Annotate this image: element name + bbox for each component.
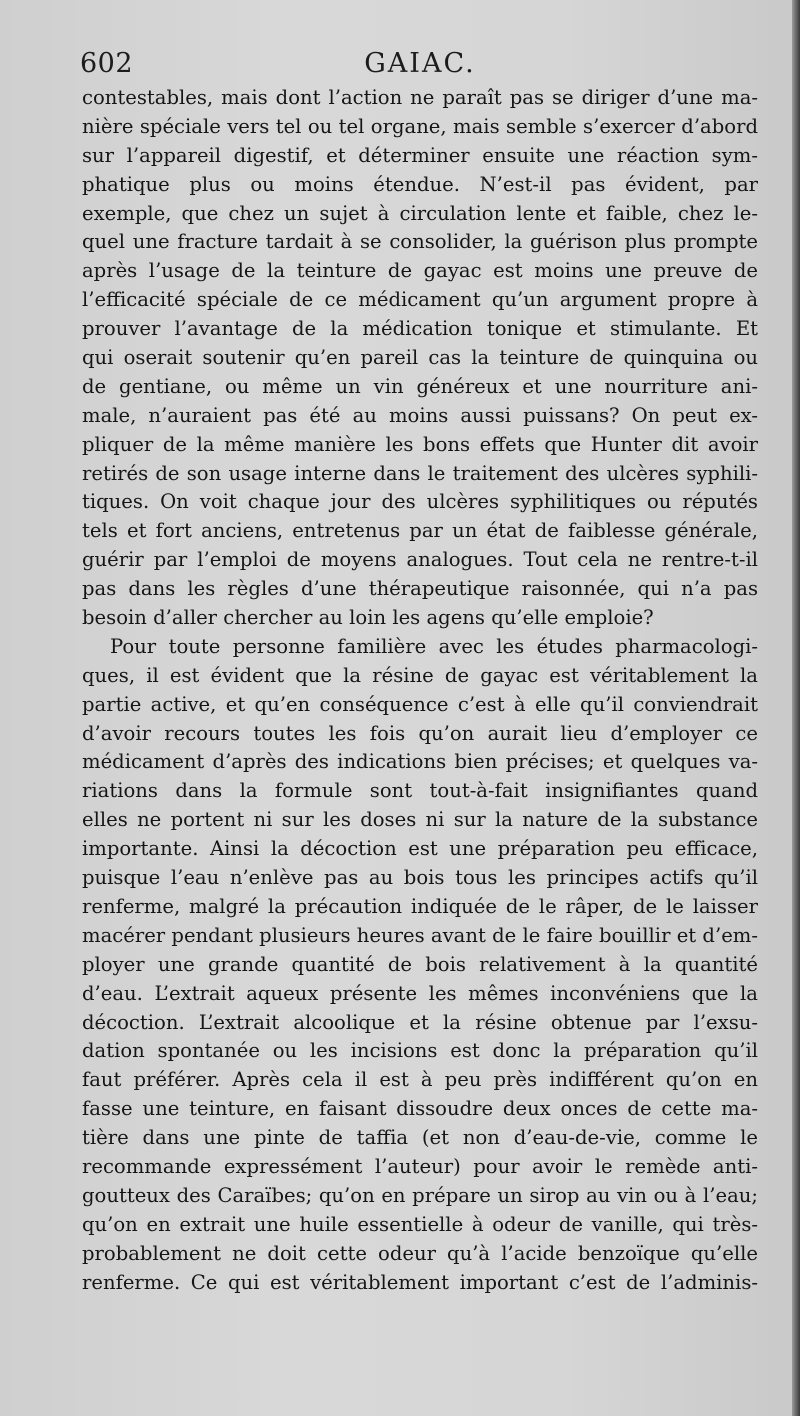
page-number: 602 bbox=[80, 48, 134, 79]
running-head: GAIAC. bbox=[364, 48, 476, 79]
text-line: tels et fort anciens, entretenus par un état de faiblesse générale, bbox=[82, 519, 758, 543]
text-line: médicament d’après des indications bien précises; et quelques va- bbox=[82, 750, 758, 774]
text-line: tiques. On voit chaque jour des ulcères syphilitiques ou réputés bbox=[82, 490, 758, 514]
text-line: importante. Ainsi la décoction est une préparation peu efficace, bbox=[82, 837, 758, 861]
body-text bbox=[82, 84, 758, 1297]
text-line: qui oserait soutenir qu’en pareil cas la teinture de quinquina ou bbox=[82, 346, 758, 370]
text-line: renferme, malgré la précaution indiquée de le râper, de le laisser bbox=[82, 894, 758, 918]
text-line: besoin d’aller chercher au loin les agens qu’elle emploie? bbox=[82, 606, 654, 630]
text-line: d’eau. L’extrait aqueux présente les mêmes inconvéniens que la bbox=[82, 981, 758, 1005]
text-line: tière dans une pinte de taffia (et non d’eau-de-vie, comme le bbox=[82, 1126, 758, 1150]
text-line: prouver l’avantage de la médication tonique et stimulante. Et bbox=[82, 317, 758, 341]
text-line: retirés de son usage interne dans le traitement des ulcères syphili- bbox=[82, 461, 758, 485]
text-line: quel une fracture tardait à se consolider, la guérison plus prompte bbox=[82, 230, 758, 254]
text-line: elles ne portent ni sur les doses ni sur la nature de la substance bbox=[82, 808, 758, 832]
text-line: faut préférer. Après cela il est à peu près indifférent qu’on en bbox=[82, 1068, 758, 1092]
text-line: d’avoir recours toutes les fois qu’on aurait lieu d’employer ce bbox=[82, 721, 758, 745]
text-line: partie active, et qu’en conséquence c’est à elle qu’il conviendrait bbox=[82, 692, 758, 716]
text-line: décoction. L’extrait alcoolique et la résine obtenue par l’exsu- bbox=[82, 1010, 758, 1034]
text-line: ployer une grande quantité de bois relativement à la quantité bbox=[82, 952, 758, 976]
text-line: male, n’auraient pas été au moins aussi puissans? On peut ex- bbox=[82, 403, 758, 427]
text-line: après l’usage de la teinture de gayac est moins une preuve de bbox=[82, 259, 758, 283]
text-line: dation spontanée ou les incisions est donc la préparation qu’il bbox=[82, 1039, 758, 1063]
text-line: puisque l’eau n’enlève pas au bois tous les principes actifs qu’il bbox=[82, 866, 758, 890]
text-line: phatique plus ou moins étendue. N’est-il pas évident, par bbox=[82, 172, 758, 196]
page-header bbox=[80, 48, 760, 84]
text-line: ques, il est évident que la résine de gayac est véritablement la bbox=[82, 663, 758, 687]
text-line: qu’on en extrait une huile essentielle à odeur de vanille, qui très- bbox=[82, 1212, 758, 1236]
text-line: fasse une teinture, en faisant dissoudre deux onces de cette ma- bbox=[82, 1097, 758, 1121]
text-line: contestables, mais dont l’action ne paraît pas se diriger d’une ma- bbox=[82, 86, 758, 109]
text-line: exemple, que chez un sujet à circulation lente et faible, chez le- bbox=[82, 201, 758, 225]
text-line: renferme. Ce qui est véritablement important c’est de l’adminis- bbox=[82, 1270, 758, 1294]
text-line: sur l’appareil digestif, et déterminer ensuite une réaction sym- bbox=[82, 143, 758, 167]
text-line: pas dans les règles d’une thérapeutique raisonnée, qui n’a pas bbox=[82, 577, 758, 601]
text-line: macérer pendant plusieurs heures avant de le faire bouillir et d’em- bbox=[82, 923, 758, 947]
text-line: guérir par l’emploi de moyens analogues. Tout cela ne rentre-t-il bbox=[82, 548, 758, 572]
text-line: goutteux des Caraïbes; qu’on en prépare un sirop au vin ou à l’eau; bbox=[82, 1183, 758, 1207]
text-line: recommande expressément l’auteur) pour avoir le remède anti- bbox=[82, 1154, 758, 1178]
text-line: pliquer de la même manière les bons effets que Hunter dit avoir bbox=[82, 432, 758, 456]
text-line: Pour toute personne familière avec les études pharmacologi- bbox=[110, 634, 758, 658]
text-line: l’efficacité spéciale de ce médicament qu’un argument propre à bbox=[82, 288, 758, 312]
text-line: nière spéciale vers tel ou tel organe, mais semble s’exercer d’abord bbox=[82, 114, 758, 138]
text-line: riations dans la formule sont tout-à-fait insignifiantes quand bbox=[82, 779, 758, 803]
text-line: probablement ne doit cette odeur qu’à l’acide benzoïque qu’elle bbox=[82, 1241, 758, 1265]
text-line: de gentiane, ou même un vin généreux et une nourriture ani- bbox=[82, 374, 758, 398]
